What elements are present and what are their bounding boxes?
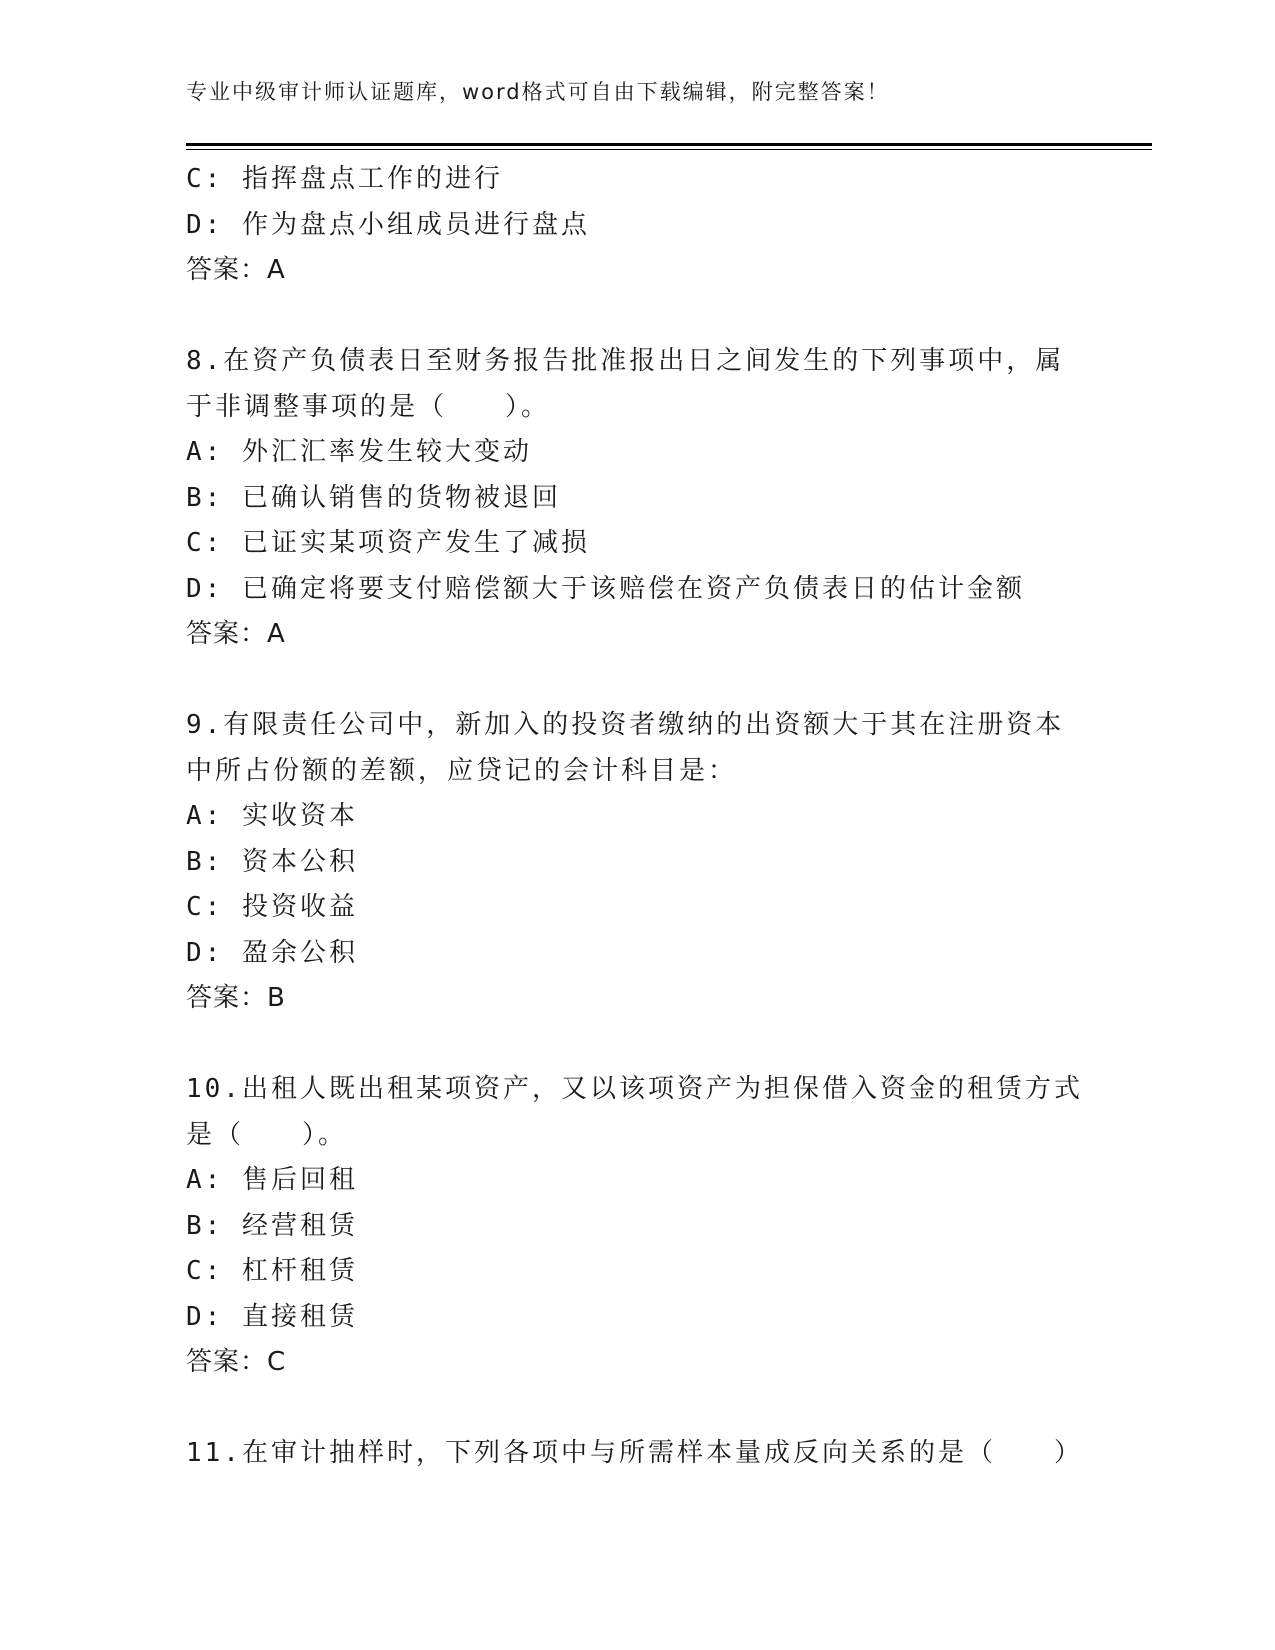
q9-answer: 答案：B [186, 983, 286, 1013]
q10-option-b: B: 经营租赁 [186, 1210, 358, 1241]
q10-option-c: C: 杠杆租赁 [186, 1256, 358, 1286]
q10-option-d: D: 直接租赁 [186, 1301, 358, 1332]
q8-option-b: B: 已确认销售的货物被退回 [186, 482, 561, 513]
q11-stem-line-1: 11.在审计抽样时，下列各项中与所需样本量成反向关系的是（ ） [186, 1438, 1083, 1468]
header-rule-thin [186, 149, 1152, 150]
spacer [186, 658, 1086, 704]
q8-option-c: C: 已证实某项资产发生了减损 [186, 528, 590, 558]
q8-stem-line-1: 8.在资产负债表日至财务报告批准报出日之间发生的下列事项中，属 [186, 346, 1065, 376]
spacer [186, 1022, 1086, 1068]
q8-stem-line-2: 于非调整事项的是（ ）。 [186, 391, 551, 422]
q8-option-a: A: 外汇汇率发生较大变动 [186, 437, 532, 467]
question-content [186, 157, 1086, 1477]
q9-option-d: D: 盈余公积 [186, 937, 358, 968]
q9-option-a: A: 实收资本 [186, 801, 358, 831]
q9-stem-line-2: 中所占份额的差额，应贷记的会计科目是： [186, 755, 738, 786]
q9-stem-line-1: 9.有限责任公司中，新加入的投资者缴纳的出资额大于其在注册资本 [186, 710, 1065, 740]
q10-option-a: A: 售后回租 [186, 1165, 358, 1195]
page-header: 专业中级审计师认证题库，word格式可自由下载编辑，附完整答案！ [186, 80, 890, 104]
q9-option-c: C: 投资收益 [186, 892, 358, 922]
header-rule-thick [186, 143, 1152, 146]
q8-answer: 答案：A [186, 619, 286, 649]
q8-option-d: D: 已确定将要支付赔偿额大于该赔偿在资产负债表日的估计金额 [186, 573, 1025, 604]
q10-stem-line-2: 是（ ）。 [186, 1119, 348, 1150]
q9-option-b: B: 资本公积 [186, 846, 358, 877]
prev-answer: 答案：A [186, 255, 286, 285]
spacer [186, 294, 1086, 340]
prev-option-c: C: 指挥盘点工作的进行 [186, 164, 503, 194]
q10-answer: 答案：C [186, 1347, 287, 1377]
prev-option-d: D: 作为盘点小组成员进行盘点 [186, 209, 590, 240]
q10-stem-line-1: 10.出租人既出租某项资产，又以该项资产为担保借入资金的租赁方式 [186, 1074, 1083, 1104]
spacer [186, 1386, 1086, 1432]
